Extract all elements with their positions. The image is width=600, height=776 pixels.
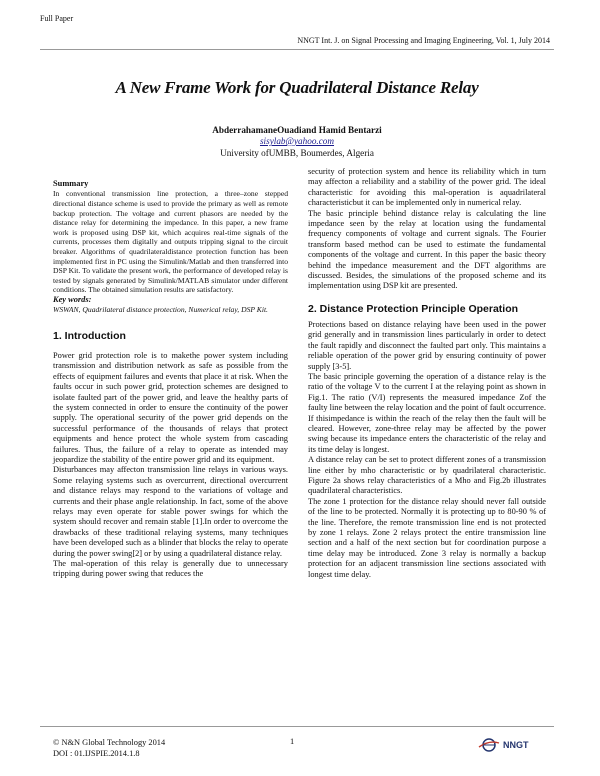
- right-column: [308, 167, 546, 580]
- affiliation: University ofUMBB, Boumerdes, Algeria: [220, 148, 374, 158]
- section-2-paragraph: The basic principle governing the operation of a distance relay is the ratio of the voltage V to the current I at the relaying point as shown in Fig.1. The ratio (V/I) represents the measured impedance Zof the faulty line between the relay location and the point of fault occurrence. If thisimpedance is within the reach of the relay then the fault will be cleared. However, zone-three relay may be affected by the power swing because its impedance enters the characteristic of the relay and its time delay is longest.: [308, 371, 546, 454]
- section-2-heading: 2. Distance Protection Principle Operation: [308, 302, 519, 315]
- publisher-logo: [478, 738, 529, 752]
- footer-rule: [40, 726, 554, 727]
- section-2-paragraph: A distance relay can be set to protect different zones of a transmission line either by mho characteristic or by quadrilateral characteristic. Figure 2a shows relay characteristics of a Mho and Fig.2b illustrates quadrilateral characteristics.: [308, 455, 546, 496]
- section-1-heading: 1. Introduction: [53, 329, 126, 342]
- author-email-link[interactable]: sisylab@yahoo.com: [259, 136, 335, 146]
- section-1-paragraph: Disturbances may affecton transmission line relays in various ways. Some relaying systems such as overcurrent, directional overcurrent and distance relays may respond to the variations of voltage and currents and their phase angle relationship. In fact, some of the above relays may even operate for stable power swings for which the system should recover and remain stable [1].In order to overcome the drawbacks of these traditional relaying systems, many techniques have been developed such as a blinder that blocks the relay to operate during the power swing[2] or by using a quadrilateral distance relay.: [53, 465, 288, 558]
- intro-continued-paragraph: The basic principle behind distance relay is calculating the line impedance seen by the relay at location using the fundamental frequency components of voltage and current signals. The Fourier transform based method can be used to estimate the fundamental components of the voltage and current. In this paper the basic theory behind the impedance measurement and the DFT algorithms are discussed. Besides, the simulations of the proposed scheme and its implementation using DSP kit are presented.: [308, 208, 546, 291]
- paper-title: A New Frame Work for Quadrilateral Distance Relay: [115, 78, 479, 97]
- doi: DOI : 01.IJSPIE.2014.1.8: [53, 749, 140, 758]
- paper-type-label: Full Paper: [40, 14, 74, 23]
- section-1-paragraph: Power grid protection role is to makethe power system including transmission and distribution network as safe as possible from the effects of equipment failures and events that place it at risk. When the faults occur in such power grid, protection schemes are designed to isolate faulted part of the power grid, and leave the healthy parts of the system connected in order to ensure the continuity of the power supply. The operational security of the power grid depends on the successful performance of the thousands of relays that protect equipments and hence protect the whole system from cascading failures. Thus, the failure of a relay to operate as intended may jeopardize the stability of the entire power grid and its equipment.: [53, 350, 288, 464]
- summary-heading: Summary: [53, 179, 89, 188]
- authors: AbderrahamaneOuadiand Hamid Bentarzi: [212, 125, 382, 135]
- section-2-paragraph: Protections based on distance relaying have been used in the power grid generally and in transmission lines particularly in order to detect the fault rapidly and disconnect the faulted part only. This maintains a reliable operation of the power grid by ensuring continuity of power supply [3-5].: [308, 319, 546, 371]
- logo-text: NNGT: [503, 740, 529, 750]
- keywords-text: WSWAN, Quadrilateral distance protection, Numerical relay, DSP Kit.: [53, 305, 268, 315]
- footer-info: [53, 737, 165, 759]
- copyright: © N&N Global Technology 2014: [53, 738, 166, 747]
- keywords-heading: Key words:: [53, 294, 92, 304]
- globe-icon: [478, 738, 500, 752]
- summary-text: In conventional transmission line protection, a three–zone stepped directional distance scheme is used to provide the primary as well as remote backup protection. The voltage and current phasors are needed by the distance relay for determining the impedance. In this paper, a new frame work is proposed using DSP kit, which acquires real-time signals of the currents, processes them digitally and outputs tripping signal to the circuit breaker. Algorithms of quadrilateraldistance protection function has been implemented first in PC using the Simulink/Matlab and then transferred into DSP Kit. To validate the present work, the performance of developed relay is tested by signals generated by Simulink/MATLAB simulator under different conditions. The obtained simulation results are satisfactory.: [53, 189, 288, 295]
- left-column: [53, 167, 288, 580]
- section-1-paragraph: The mal-operation of this relay is generally due to unnecessary tripping during power swing that reduces the: [53, 559, 288, 579]
- intro-continued-paragraph: security of protection system and hence its reliability which in turn may affecton a reliability and a stability of the power grid. The ideal characteristic for avoiding this mal-operation is aquadrilateral characteristicbut it can be implemented only in numerical relay.: [308, 167, 546, 208]
- page-number: 1: [290, 737, 295, 746]
- header-rule: [40, 49, 554, 50]
- journal-header: NNGT Int. J. on Signal Processing and Imaging Engineering, Vol. 1, July 2014: [297, 36, 550, 45]
- section-2-paragraph: The zone 1 protection for the distance relay should never fall outside of the line to be protected. Normally it is protecting up to 80-90 % of the line. Therefore, the remote transmission line end is not protected by zone 1 relays. Zone 2 relays protect the entire transmission line section and a half of the next section but for coordination purpose a time delay may be introduced. Zone 3 relay is normally a backup protection for an adjacent transmission line sections associated with longest time delay.: [308, 496, 546, 579]
